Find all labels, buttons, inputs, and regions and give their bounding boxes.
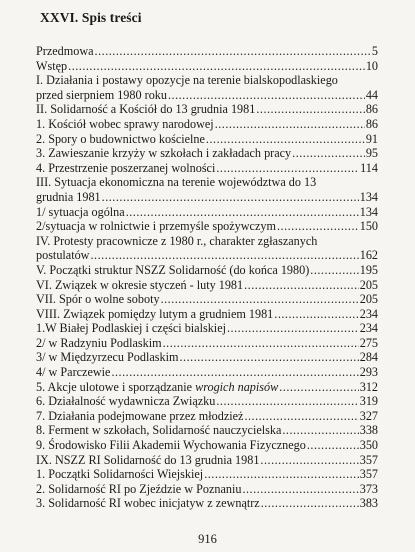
toc-entry-title [36, 336, 162, 351]
toc-entry [36, 205, 378, 220]
toc-entry-title-text: Przedmowa [36, 44, 94, 58]
page-number: 916 [198, 532, 217, 546]
toc-entry [36, 438, 378, 453]
toc-entry-title [36, 117, 214, 132]
dot-leader [215, 117, 365, 132]
toc-entry [36, 44, 378, 59]
toc-entry-title-text: 1.W Białej Podlaskiej i części bialskiej [36, 321, 226, 336]
toc-entry-page: 293 [359, 365, 378, 380]
toc-entry-page: 86 [365, 102, 378, 117]
toc-entry-page: 162 [359, 248, 378, 263]
toc-entry [36, 117, 378, 132]
toc-entry-title-text: 1/ sytuacja ogólna [36, 204, 125, 219]
toc-entry [36, 88, 378, 103]
toc-entry-title [36, 146, 291, 161]
toc-entry-page: 95 [365, 146, 378, 161]
toc-entry [36, 263, 378, 278]
toc-entry-page: 134 [359, 189, 378, 204]
toc-entry-page: 373 [359, 481, 378, 496]
toc-entry [36, 409, 378, 424]
dot-leader [307, 438, 359, 453]
toc-entry-title-text: 8. Ferment w szkołach, Solidarność nauczycielska [36, 423, 282, 438]
toc-entry-title-text: 7. Działania podejmowane przez młodzież [36, 408, 244, 423]
toc-entry-title-text: 1. Początki Solidarności Wiejskiej [36, 467, 204, 482]
toc-entry-page: 319 [359, 394, 378, 409]
toc-entry-page: 5 [371, 44, 378, 58]
toc-entry-page: 205 [359, 277, 378, 292]
toc-entry-page: 357 [359, 452, 378, 467]
toc-entry-first-line [36, 73, 378, 88]
toc-entry-title [36, 423, 281, 438]
toc-entry-title-text: 2/ w Radzyniu Podlaskim [36, 335, 162, 350]
toc-entry-first-line [36, 175, 378, 190]
toc-entry [36, 394, 378, 409]
toc-entry [36, 132, 378, 147]
toc-entry-page: 327 [359, 408, 378, 423]
dot-leader [242, 482, 358, 497]
toc-entry-title [36, 88, 167, 103]
toc-entry-title-text: 6. Działalność wydawnicza Związku [36, 394, 216, 409]
dot-leader [260, 453, 358, 468]
toc-entry [36, 146, 378, 161]
toc-entry-title-text: 4/ w Parczewie [36, 365, 111, 380]
toc-entry-title-text: IX. NSZZ RI Solidarność do 13 grudnia 1981 [36, 452, 260, 467]
toc-entry-page: 338 [359, 423, 378, 438]
dot-leader [126, 205, 359, 220]
dot-leader [244, 409, 358, 424]
toc-entry-title-text: 3. Solidarność RI wobec inicjatyw z zewnątrz [36, 496, 260, 511]
toc-entry [36, 102, 378, 117]
toc-entry-page: 312 [359, 379, 378, 394]
toc-entry [36, 336, 378, 351]
toc-entry-title [36, 409, 243, 424]
toc-entry-title-text: 2. Solidarność RI po Zjeździe w Poznaniu [36, 481, 242, 496]
toc-entry-page: 383 [359, 496, 378, 511]
toc-entry-title [36, 161, 215, 176]
dot-leader [279, 380, 358, 395]
toc-entry-title-text: 2. Spory o budownictwo kościelne [36, 131, 205, 146]
toc-entry-title-text: V. Początki struktur NSZZ Solidarność (do końca 1980) [36, 262, 310, 277]
toc-entry-page: 44 [365, 87, 378, 102]
toc-entry-title [36, 394, 215, 409]
toc-entry [36, 467, 378, 482]
dot-leader [292, 146, 365, 161]
dot-leader [310, 263, 358, 278]
toc-entry-title [36, 132, 205, 147]
toc-entry [36, 380, 378, 395]
toc-entry-title-text: 1. Kościół wobec sprawy narodowej [36, 116, 214, 131]
toc-entry-page: 234 [359, 321, 378, 336]
toc-entry-title-italic: wrogich napisów [195, 379, 279, 394]
toc-entry-title [36, 321, 226, 336]
dot-leader [206, 132, 365, 147]
toc-entry-title-line: IV. Protesty pracownicze z 1980 r., charakter zgłaszanych [36, 233, 318, 248]
toc-entry-title [36, 102, 255, 117]
toc-entry-page: 205 [359, 292, 378, 307]
toc-entry-title [36, 496, 260, 511]
toc-entry-first-line [36, 234, 378, 249]
toc-entry [36, 482, 378, 497]
dot-leader [261, 496, 359, 511]
toc-entry-title-text: 2/sytuacja w rolnictwie i przemyśle spożywczym [36, 219, 276, 234]
toc-entry-page: 195 [359, 262, 378, 277]
dot-leader [204, 467, 359, 482]
dot-leader [277, 219, 359, 234]
toc-entry [36, 292, 378, 307]
toc-entry-title-text: przed sierpniem 1980 roku [36, 87, 167, 102]
toc-entry-title [36, 219, 276, 234]
dot-leader [168, 88, 365, 103]
dot-leader [102, 190, 359, 205]
dot-leader [256, 102, 364, 117]
toc-entry-title-text: 3. Zawieszanie krzyży w szkołach i zakładach pracy [36, 146, 292, 161]
dot-leader [244, 278, 359, 293]
toc-entry-title-text: VI. Związek w okresie styczeń - luty 1981 [36, 277, 244, 292]
toc-entry-title [36, 248, 90, 263]
toc-entry [36, 321, 378, 336]
toc-entry [36, 190, 378, 205]
toc-entry-title [36, 307, 273, 322]
table-of-contents [36, 44, 378, 511]
toc-entry-title [36, 453, 259, 468]
toc-entry-title [36, 380, 278, 395]
dot-leader [274, 307, 358, 322]
toc-entry-title-text: 9. Środowisko Filii Akademii Wychowania Fizycznego [36, 438, 306, 453]
toc-entry [36, 496, 378, 511]
toc-entry [36, 59, 378, 74]
dot-leader [95, 44, 371, 59]
toc-entry-title [36, 292, 160, 307]
toc-entry-title-line: III. Sytuacja ekonomiczna na terenie województwa do 13 [36, 175, 317, 190]
dot-leader [216, 161, 359, 176]
toc-entry [36, 350, 378, 365]
dot-leader [180, 350, 359, 365]
toc-entry [36, 365, 378, 380]
toc-entry-title [36, 190, 101, 205]
toc-entry-title [36, 263, 309, 278]
toc-entry-title [36, 205, 125, 220]
toc-entry-title [36, 44, 94, 59]
dot-leader [68, 59, 365, 74]
toc-entry-title [36, 350, 179, 365]
toc-entry [36, 248, 378, 263]
toc-entry-title [36, 59, 67, 74]
toc-entry-title [36, 467, 203, 482]
toc-entry-title [36, 438, 306, 453]
toc-entry-page: 275 [359, 335, 378, 350]
dot-leader [227, 321, 359, 336]
dot-leader [91, 248, 359, 263]
dot-leader [161, 292, 359, 307]
toc-entry-title-line: I. Działania i postawy opozycje na terenie bialskopodlaskiego [36, 73, 338, 88]
toc-entry-page: 234 [359, 306, 378, 321]
toc-entry [36, 307, 378, 322]
toc-entry-page: 284 [359, 350, 378, 365]
toc-entry-page: 10 [365, 58, 378, 73]
toc-entry [36, 278, 378, 293]
toc-entry [36, 161, 378, 176]
toc-entry-title [36, 365, 110, 380]
dot-leader [216, 394, 358, 409]
toc-entry-page: 150 [359, 219, 378, 234]
toc-entry-title-text: VII. Spór o wolne soboty [36, 292, 160, 307]
toc-entry-page: 357 [359, 467, 378, 482]
toc-entry-title-text: 5. Akcje ulotowe i sporządzanie [36, 379, 196, 394]
dot-leader [163, 336, 359, 351]
dot-leader [282, 423, 358, 438]
toc-entry-title-text: 4. Przestrzenie poszerzanej wolności [36, 160, 216, 175]
toc-entry [36, 453, 378, 468]
toc-entry-title-text: Wstęp [36, 58, 68, 73]
toc-entry-page: 134 [359, 204, 378, 219]
toc-entry-page: 86 [365, 116, 378, 131]
toc-entry-title-text: II. Solidarność a Kościół do 13 grudnia 1981 [36, 102, 256, 117]
toc-entry-title-text: VIII. Związek pomiędzy lutym a grudniem 1981 [36, 306, 274, 321]
toc-entry [36, 423, 378, 438]
toc-entry [36, 219, 378, 234]
toc-entry-title [36, 278, 243, 293]
toc-entry-title-text: 3/ w Międzyrzecu Podlaskim [36, 350, 179, 365]
toc-entry-page: 91 [365, 131, 378, 146]
dot-leader [111, 365, 358, 380]
toc-entry-page: 350 [359, 438, 378, 453]
toc-entry-page: 114 [360, 160, 378, 175]
toc-entry-title [36, 482, 241, 497]
toc-entry-title-text: postulatów [36, 248, 90, 263]
section-heading: XXVI. Spis treści [40, 10, 142, 25]
toc-entry-title-text: grudnia 1981 [36, 189, 101, 204]
